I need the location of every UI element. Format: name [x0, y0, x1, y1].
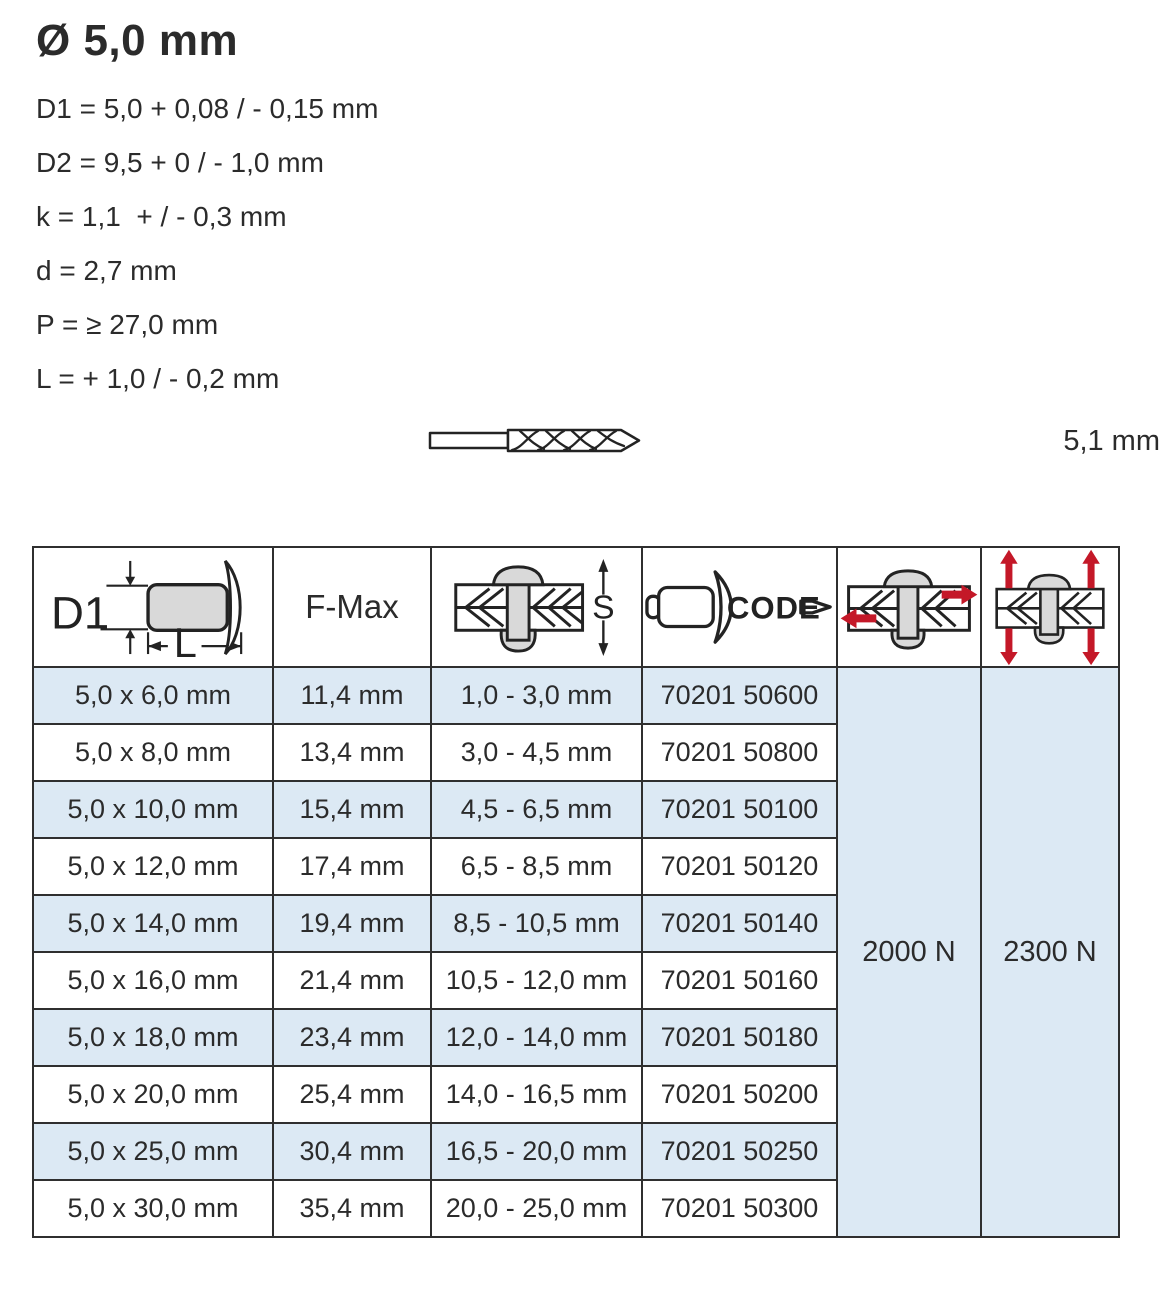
page-title: Ø 5,0 mm — [36, 16, 239, 65]
table-header-row — [33, 547, 1119, 667]
cell-fmax: 11,4 mm — [273, 667, 431, 724]
header-fmax: F-Max — [273, 547, 431, 667]
drill-bit-icon — [428, 420, 646, 462]
cell-grip-range: 20,0 - 25,0 mm — [431, 1180, 642, 1237]
spec-line-k: k = 1,1 + / - 0,3 mm — [36, 201, 287, 232]
tensile-strength-icon — [982, 548, 1118, 666]
cell-fmax: 23,4 mm — [273, 1009, 431, 1066]
cell-fmax: 21,4 mm — [273, 952, 431, 1009]
cell-fmax: 19,4 mm — [273, 895, 431, 952]
tensile-strength-value: 2300 N — [981, 667, 1119, 1237]
spec-line-d: d = 2,7 mm — [36, 255, 177, 286]
d1-dimension-label: D1 — [50, 587, 110, 639]
shear-strength-value: 2000 N — [837, 667, 981, 1237]
cell-grip-range: 10,5 - 12,0 mm — [431, 952, 642, 1009]
rivet-dimension-diagram-icon — [49, 555, 257, 659]
header-code — [642, 547, 837, 667]
cell-grip-range: 16,5 - 20,0 mm — [431, 1123, 642, 1180]
cell-grip-range: 3,0 - 4,5 mm — [431, 724, 642, 781]
cell-code: 70201 50250 — [642, 1123, 837, 1180]
cell-code: 70201 50600 — [642, 667, 837, 724]
spec-section — [0, 0, 1160, 464]
cell-fmax: 15,4 mm — [273, 781, 431, 838]
cell-grip-range: 12,0 - 14,0 mm — [431, 1009, 642, 1066]
cell-code: 70201 50160 — [642, 952, 837, 1009]
cell-dimension: 5,0 x 14,0 mm — [33, 895, 273, 952]
header-dimension — [33, 547, 273, 667]
cell-dimension: 5,0 x 18,0 mm — [33, 1009, 273, 1066]
spec-line-d1: D1 = 5,0 + 0,08 / - 0,15 mm — [36, 93, 379, 124]
cell-grip-range: 6,5 - 8,5 mm — [431, 838, 642, 895]
cell-code: 70201 50800 — [642, 724, 837, 781]
cell-code: 70201 50200 — [642, 1066, 837, 1123]
cell-grip-range: 14,0 - 16,5 mm — [431, 1066, 642, 1123]
cell-grip-range: 4,5 - 6,5 mm — [431, 781, 642, 838]
cell-dimension: 5,0 x 12,0 mm — [33, 838, 273, 895]
code-rivet-icon — [645, 567, 835, 647]
cell-code: 70201 50140 — [642, 895, 837, 952]
cell-fmax: 30,4 mm — [273, 1123, 431, 1180]
cell-code: 70201 50100 — [642, 781, 837, 838]
cell-grip-range: 8,5 - 10,5 mm — [431, 895, 642, 952]
cell-dimension: 5,0 x 8,0 mm — [33, 724, 273, 781]
spec-table-body — [33, 667, 1119, 1237]
spec-line-p: P = ≥ 27,0 mm — [36, 309, 219, 340]
cell-fmax: 25,4 mm — [273, 1066, 431, 1123]
cell-code: 70201 50120 — [642, 838, 837, 895]
grip-range-icon — [449, 555, 624, 659]
cell-dimension: 5,0 x 16,0 mm — [33, 952, 273, 1009]
cell-dimension: 5,0 x 6,0 mm — [33, 667, 273, 724]
rivet-spec-table — [32, 546, 1120, 1238]
shear-strength-icon — [838, 555, 980, 659]
cell-dimension: 5,0 x 20,0 mm — [33, 1066, 273, 1123]
cell-code: 70201 50300 — [642, 1180, 837, 1237]
cell-dimension: 5,0 x 30,0 mm — [33, 1180, 273, 1237]
code-label: CODE — [726, 590, 821, 626]
cell-fmax: 17,4 mm — [273, 838, 431, 895]
spec-line-d2: D2 = 9,5 + 0 / - 1,0 mm — [36, 147, 324, 178]
l-dimension-label: L — [173, 619, 197, 659]
table-row — [33, 667, 1119, 724]
cell-grip-range: 1,0 - 3,0 mm — [431, 667, 642, 724]
cell-dimension: 5,0 x 25,0 mm — [33, 1123, 273, 1180]
header-grip-range — [431, 547, 642, 667]
cell-fmax: 13,4 mm — [273, 724, 431, 781]
cell-code: 70201 50180 — [642, 1009, 837, 1066]
header-shear-strength — [837, 547, 981, 667]
s-grip-label: S — [592, 589, 615, 627]
cell-fmax: 35,4 mm — [273, 1180, 431, 1237]
spec-line-l: L = + 1,0 / - 0,2 mm — [36, 363, 280, 394]
drill-size-label: 5,1 mm — [1063, 424, 1160, 457]
drill-row — [36, 418, 1160, 464]
header-tensile-strength — [981, 547, 1119, 667]
cell-dimension: 5,0 x 10,0 mm — [33, 781, 273, 838]
